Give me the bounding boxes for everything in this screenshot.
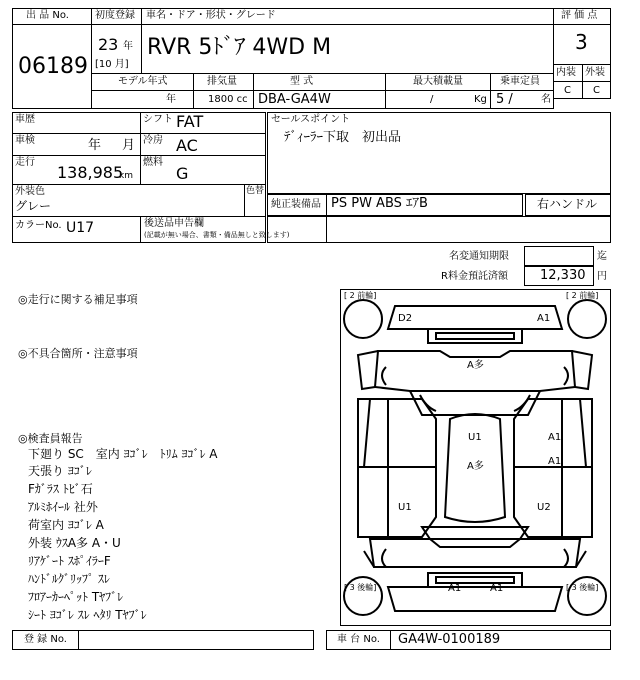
front-plate (428, 329, 522, 343)
fuel-value: G (176, 164, 189, 183)
rear-plate (428, 573, 522, 587)
rear-right-tag: [ 3 後輪] (566, 583, 599, 592)
recycle-value: 12,330 (540, 268, 586, 283)
inspector-line: ﾌﾛｱｰｶｰﾍﾟｯﾄ Tﾔﾌﾞﾚ (28, 590, 124, 604)
driving-notes-label: ◎走行に関する補足事項 (18, 293, 138, 306)
score-value: 3 (575, 30, 588, 54)
inspection-month: 月 (122, 138, 136, 153)
sales-point-label: セールスポイント (271, 114, 351, 125)
interior-grade: C (564, 85, 571, 96)
sales-point-value: ﾃﾞｨｰﾗｰ下取 初出品 (284, 130, 402, 145)
rear-window (422, 527, 528, 539)
mark-front-bumper-right: A1 (537, 313, 551, 324)
exterior-label: 外装 (585, 67, 605, 78)
exterior-grade: C (593, 85, 600, 96)
type-label: 型 式 (290, 76, 314, 87)
type-value: DBA-GA4W (258, 92, 331, 107)
mark-roof-lower: A多 (467, 461, 484, 472)
inspector-line: Fｶﾞﾗｽ ﾄﾋﾞ石 (28, 482, 93, 496)
mark-hood: A多 (467, 360, 484, 371)
mark-rear-bumper-right: A1 (490, 583, 504, 594)
post-reg-note: (記載が無い場合、書類・備品無しと致します) (144, 231, 290, 239)
chassis-label: 車 台 No. (337, 634, 380, 645)
first-reg-year: 23 (98, 35, 119, 54)
first-reg-year-unit: 年 (123, 41, 133, 52)
post-reg-label: 後送品申告欄 (144, 218, 204, 229)
inspector-line: 外装 ｳｽA多 A・U (28, 536, 121, 550)
ac-label: 冷房 (143, 135, 163, 146)
rear-left-tag: [ 3 後輪] (344, 583, 377, 592)
color-no-value: U17 (66, 220, 95, 236)
front-right-wheel (568, 300, 606, 338)
color-value: グレー (15, 199, 52, 213)
inspector-line: 天張り ﾖｺﾞﾚ (28, 464, 92, 478)
model-year-label: モデル年式 (118, 76, 168, 87)
first-reg-month: [10 月] (95, 59, 129, 70)
inspector-label: ◎検査員報告 (18, 432, 83, 445)
inspector-line: ｼｰﾄ ﾖｺﾞﾚ ｽﾚ ﾍﾀﾘ Tﾔﾌﾞﾚ (28, 608, 147, 622)
max-load-label: 最大積載量 (413, 76, 463, 87)
mark-front-bumper-left: D2 (398, 313, 413, 324)
lot-number: 06189 (18, 54, 88, 79)
displacement-value: 1800 cc (208, 94, 248, 105)
front-left-tag: [ 2 前輪] (344, 291, 377, 300)
inspector-line: ｱﾙﾐﾎｲｰﾙ 社外 (28, 500, 98, 514)
inspector-line: 下廻り SC 室内 ﾖｺﾞﾚ ﾄﾘﾑ ﾖｺﾞﾚ A (28, 447, 218, 461)
mark-rear-bumper-left: A1 (448, 583, 462, 594)
inspector-line: ﾊﾝﾄﾞﾙｸﾞﾘｯﾌﾟ ｽﾚ (28, 572, 110, 586)
recycle-unit: 円 (597, 271, 607, 282)
inspector-line: 荷室内 ﾖｺﾞﾚ A (28, 518, 104, 532)
shift-value: FAT (176, 112, 204, 131)
fuel-label: 燃料 (143, 157, 163, 168)
interior-label: 内装 (556, 67, 576, 78)
mark-right-front-door: A1 (548, 432, 562, 443)
transfer-unit: 迄 (597, 251, 607, 262)
inspector-line: ﾘｱｹﾞｰﾄ ｽﾎﾟｲﾗｰF (28, 554, 111, 568)
handle-value: 右ハンドル (537, 197, 598, 211)
lot-label: 出 品 No. (26, 10, 69, 21)
blank-box (267, 216, 611, 243)
mileage-label: 走行 (15, 157, 35, 168)
car-diagram (340, 289, 611, 626)
max-load-slash: / (430, 94, 434, 105)
transfer-value-box (524, 246, 594, 266)
shift-label: シフト (143, 114, 173, 125)
capacity-value: 5 / (496, 92, 513, 107)
mileage-unit: km (119, 171, 133, 181)
hood (375, 351, 575, 391)
displacement-label: 排気量 (207, 76, 237, 87)
mark-left-quarter: U1 (398, 502, 412, 513)
transfer-label: 名変通知期限 (449, 251, 509, 262)
recycle-label: R料金預託済額 (441, 271, 508, 282)
mark-right-rear-door: A1 (548, 456, 562, 467)
rear-section (370, 539, 580, 567)
defect-notes-label: ◎不具合箇所・注意事項 (18, 347, 138, 360)
equipment-value: PS PW ABS ｴｱB (331, 196, 428, 211)
score-label: 評 価 点 (561, 10, 598, 21)
rear-bumper (388, 587, 562, 611)
inspection-label: 車検 (15, 135, 35, 146)
model-year-unit: 年 (166, 94, 176, 105)
front-left-wheel (344, 300, 382, 338)
reg-no-label: 登 録 No. (24, 634, 67, 645)
capacity-unit: 名 (541, 94, 551, 105)
mark-roof-upper: U1 (468, 432, 482, 443)
equipment-label: 純正装備品 (271, 199, 321, 210)
color-label: 外装色 (15, 186, 45, 197)
front-right-tag: [ 2 前輪] (566, 291, 599, 300)
front-bumper (388, 306, 562, 329)
inspection-year: 年 (88, 138, 102, 153)
max-load-unit: Kg (474, 94, 487, 105)
car-name: RVR 5ﾄﾞｱ 4WD M (147, 35, 332, 60)
chassis-value: GA4W-0100189 (398, 632, 501, 647)
ac-value: AC (176, 136, 198, 155)
history-label: 車歴 (15, 114, 35, 125)
color-no-label: カラーNo. (15, 220, 62, 231)
repaint-label: 色替 (246, 186, 265, 196)
car-name-label: 車名・ドア・形状・グレード (146, 10, 276, 21)
first-reg-label: 初度登録 (95, 10, 135, 21)
capacity-label: 乗車定員 (500, 76, 540, 87)
mark-right-quarter: U2 (537, 502, 551, 513)
mileage-value: 138,985 (57, 163, 124, 182)
